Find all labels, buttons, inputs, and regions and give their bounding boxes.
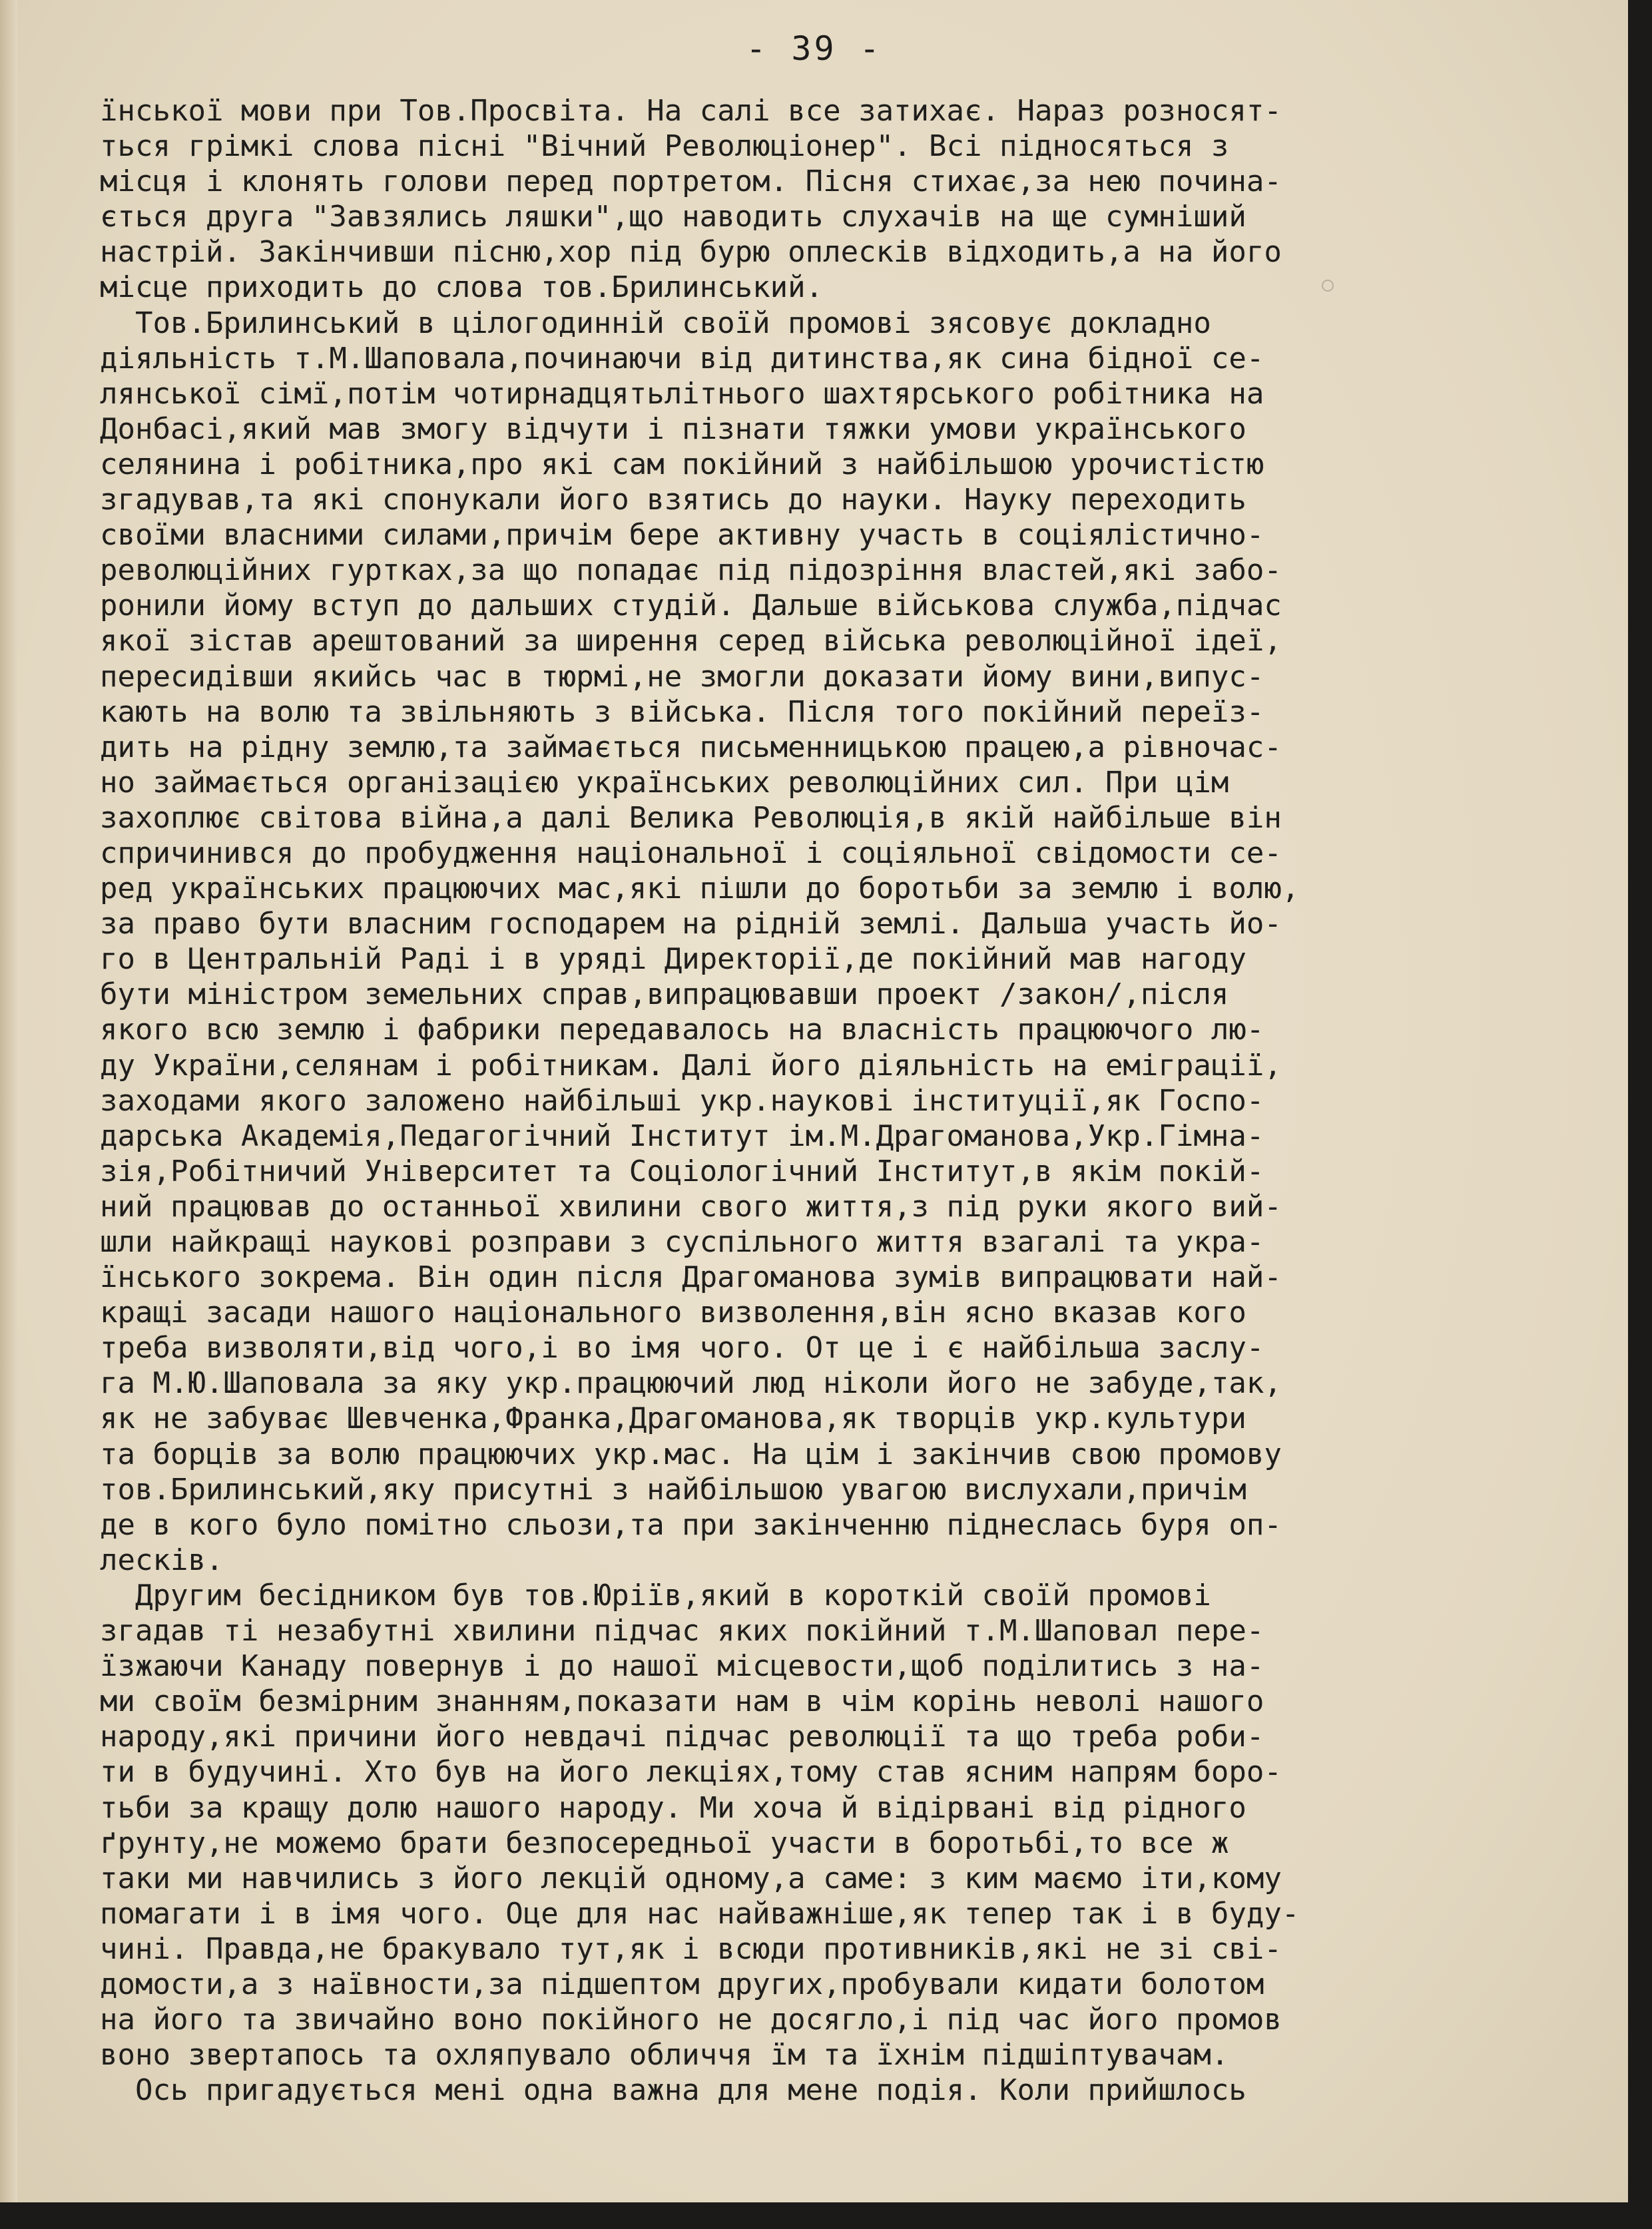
- text-line: ти в будучині. Хто був на його лекціях,тому став ясним напрям боро-: [100, 1755, 1282, 1790]
- text-line: згадував,та які спонукали його взятись до науки. Науку переходить: [100, 483, 1246, 517]
- text-line: їнської мови при Тов.Просвіта. На салі все затихає. Нараз розносят-: [100, 94, 1282, 128]
- text-line: кращі засади нашого національного визволення,він ясно вказав кого: [100, 1296, 1246, 1330]
- text-line: таки ми навчились з його лекцій одному,а саме: з ким маємо іти,кому: [100, 1861, 1282, 1895]
- text-line: но займається організацією українських революційних сил. При цім: [100, 765, 1229, 800]
- text-line: спричинився до пробудження національної і соціяльної свідомости се-: [100, 836, 1282, 870]
- text-line: якої зістав арештований за ширення серед війська революційної ідеї,: [100, 624, 1282, 658]
- text-line: воно звертапось та охляпувало обличчя їм та їхнім підшіптувачам.: [100, 2038, 1229, 2073]
- text-line: тов.Брилинський,яку присутні з найбільшою увагою вислухали,причім: [100, 1472, 1246, 1507]
- text-line: місця і клонять голови перед портретом. Пісня стихає,за нею почина-: [100, 164, 1282, 199]
- text-line: Тов.Брилинський в цілогодинній своїй промові зясовує докладно: [100, 306, 1211, 340]
- text-line: лесків.: [100, 1543, 224, 1577]
- text-line: захоплює світова війна,а далі Велика Революція,в якій найбільше він: [100, 800, 1282, 835]
- text-line: ний працював до останньої хвилини свого життя,з під руки якого вий-: [100, 1189, 1282, 1224]
- text-line: кають на волю та звільняють з війська. Після того покійний переїз-: [100, 694, 1264, 729]
- text-line: революційних гуртках,за що попадає під підозріння властей,які забо-: [100, 553, 1282, 588]
- text-line: тьби за кращу долю нашого народу. Ми хоча й відірвані від рідного: [100, 1790, 1246, 1825]
- text-line: чині. Правда,не бракувало тут,як і всюди противників,які не зі сві-: [100, 1931, 1282, 1966]
- text-line: їнського зокрема. Він один після Драгоманова зумів випрацювати най-: [100, 1260, 1282, 1295]
- text-line: Донбасі,який мав змогу відчути і пізнати тяжки умови українського: [100, 411, 1246, 446]
- text-line: ться грімкі слова пісні "Вічний Революціонер". Всі підносяться з: [100, 129, 1229, 164]
- text-line: зія,Робітничий Університет та Соціологічний Інститут,в якім покій-: [100, 1154, 1264, 1188]
- page-binding-edge: [0, 0, 17, 2202]
- text-line: ми своїм безмірним знанням,показати нам в чім корінь неволі нашого: [100, 1684, 1264, 1719]
- text-line: ред українських працюючих мас,які пішли до боротьби за землю і волю,: [100, 871, 1300, 906]
- text-line: ґрунту,не можемо брати безпосередньої участи в боротьбі,то все ж: [100, 1826, 1229, 1860]
- body-text: [100, 93, 1531, 2108]
- text-line: як не забуває Шевченка,Франка,Драгоманова,як творців укр.культури: [100, 1401, 1246, 1436]
- text-line: згадав ті незабутні хвилини підчас яких покійний т.М.Шаповал пере-: [100, 1614, 1264, 1648]
- text-line: лянської сімї,потім чотирнадцятьлітнього шахтярського робітника на: [100, 376, 1264, 411]
- text-line: місце приходить до слова тов.Брилинський.: [100, 270, 824, 305]
- text-line: діяльність т.М.Шаповала,починаючи від дитинства,як сина бідної се-: [100, 341, 1264, 375]
- page-number: - 39 -: [746, 29, 882, 68]
- text-line: настрій. Закінчивши пісню,хор під бурю оплесків відходить,а на його: [100, 235, 1282, 270]
- text-line: де в кого було помітно сльози,та при закінченню піднеслась буря оп-: [100, 1507, 1282, 1542]
- text-line: ронили йому вступ до дальших студій. Дальше військова служба,підчас: [100, 589, 1282, 623]
- text-line: дить на рідну землю,та займається письменницькою працею,а рівночас-: [100, 730, 1282, 764]
- text-line: га М.Ю.Шаповала за яку укр.працюючий люд ніколи його не забуде,так,: [100, 1366, 1282, 1401]
- text-line: якого всю землю і фабрики передавалось на власність працюючого лю-: [100, 1013, 1264, 1047]
- text-line: дарська Академія,Педагогічний Інститут ім.М.Драгоманова,Укр.Гімна-: [100, 1118, 1264, 1153]
- text-line: та борців за волю працюючих укр.мас. На цім і закінчив свою промову: [100, 1437, 1282, 1471]
- text-line: домости,а з наївности,за підшептом других,пробували кидати болотом: [100, 1967, 1264, 2001]
- text-line: на його та звичайно воно покійного не досягло,і під час його промов: [100, 2003, 1282, 2037]
- text-line: пересидівши якийсь час в тюрмі,не змогли доказати йому вини,випус-: [100, 659, 1264, 694]
- text-line: треба визволяти,від чого,і во імя чого. От це і є найбільша заслу-: [100, 1331, 1264, 1365]
- text-line: ду України,селянам і робітникам. Далі його діяльність на еміграції,: [100, 1048, 1282, 1083]
- text-line: народу,які причини його невдачі підчас революції та що треба роби-: [100, 1720, 1264, 1754]
- text-line: го в Центральній Раді і в уряді Директорії,де покійний мав нагоду: [100, 942, 1246, 977]
- text-line: шли найкращі наукові розправи з суспільного життя взагалі та укра-: [100, 1225, 1264, 1259]
- text-line: Ось пригадується мені одна важна для мене подія. Коли прийшлось: [100, 2073, 1246, 2108]
- text-line: своїми власними силами,причім бере активну участь в соціялістично-: [100, 518, 1264, 553]
- text-line: помагати і в імя чого. Оце для нас найважніше,як тепер так і в буду-: [100, 1896, 1300, 1931]
- text-line: ється друга "Завзялись ляшки",що наводить слухачів на ще сумніший: [100, 200, 1246, 234]
- text-line: селянина і робітника,про які сам покійний з найбільшою урочистістю: [100, 447, 1264, 481]
- text-line: їзжаючи Канаду повернув і до нашої місцевости,щоб поділитись з на-: [100, 1649, 1264, 1684]
- text-line: Другим бесідником був тов.Юріїв,який в короткій своїй промові: [100, 1578, 1211, 1612]
- text-line: бути міністром земельних справ,випрацювавши проект /закон/,після: [100, 977, 1229, 1012]
- text-line: за право бути власним господарем на рідній землі. Дальша участь йо-: [100, 907, 1282, 941]
- text-line: заходами якого заложено найбільші укр.наукові інституції,як Госпо-: [100, 1083, 1264, 1118]
